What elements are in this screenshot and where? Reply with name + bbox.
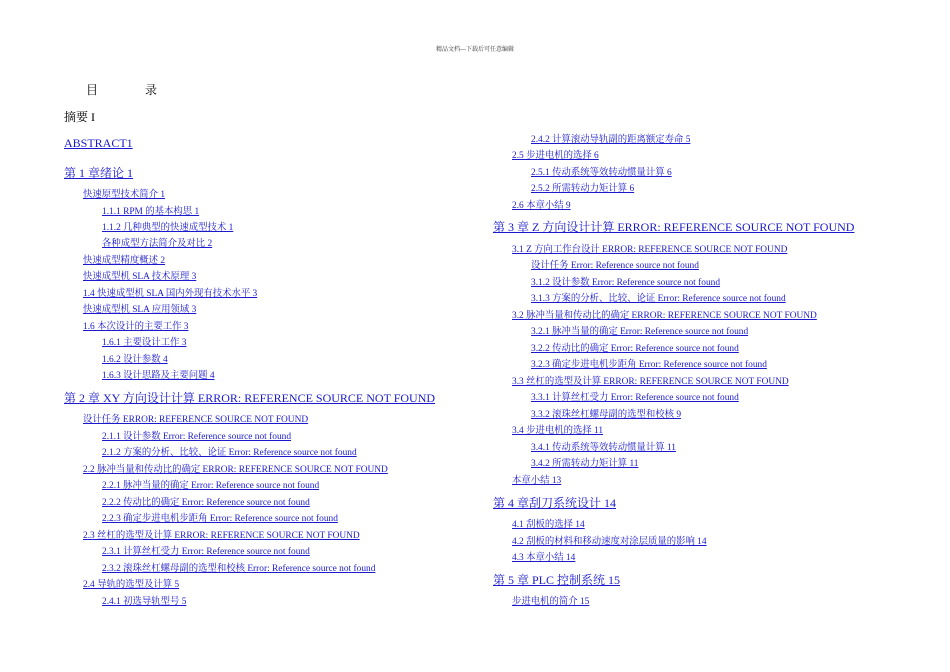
toc-link[interactable]: 2.2 脉冲当量和传动比的确定 ERROR: REFERENCE SOURCE NOT FOUND xyxy=(83,465,388,475)
toc-entry[interactable] xyxy=(531,131,690,145)
toc-link[interactable]: 3.1 Z 方向工作台设计 ERROR: REFERENCE SOURCE NOT FOUND xyxy=(512,245,788,255)
toc-link[interactable]: 2.1.2 方案的分析、比较、论证 Error: Reference source not found xyxy=(102,448,357,458)
toc-link[interactable]: 2.4 导轨的选型及计算 5 xyxy=(83,580,180,590)
toc-link[interactable]: 2.3.2 滚珠丝杠螺母副的选型和校核 Error: Reference source not found xyxy=(102,564,376,574)
toc-link[interactable]: 3.3.2 滚珠丝杠螺母副的选型和校核 9 xyxy=(531,410,682,420)
toc-entry[interactable] xyxy=(102,219,233,233)
toc-entry[interactable] xyxy=(102,477,319,491)
toc-entry[interactable] xyxy=(102,444,357,458)
toc-entry[interactable] xyxy=(102,593,186,607)
toc-entry[interactable] xyxy=(83,268,196,282)
toc-link[interactable]: 2.6 本章小结 9 xyxy=(512,201,571,211)
toc-link[interactable]: ABSTRACT1 xyxy=(64,136,133,150)
toc-link[interactable]: 第 4 章刮刀系统设计 14 xyxy=(493,496,617,510)
toc-entry[interactable] xyxy=(83,186,165,200)
toc-link[interactable]: 3.1.3 方案的分析、比较、论证 Error: Reference source not found xyxy=(531,294,786,304)
toc-entry[interactable] xyxy=(531,340,739,354)
toc-entry[interactable] xyxy=(531,257,699,271)
toc-entry[interactable] xyxy=(531,180,634,194)
toc-link[interactable]: 3.4 步进电机的选择 11 xyxy=(512,426,604,436)
toc-link[interactable]: 2.5 步进电机的选择 6 xyxy=(512,151,599,161)
toc-entry[interactable] xyxy=(531,439,676,453)
toc-link[interactable]: 快速成型精度概述 2 xyxy=(83,256,166,266)
toc-entry[interactable] xyxy=(83,301,196,315)
toc-entry[interactable] xyxy=(83,576,179,590)
page-header: 精品文档---下载后可任意编辑 xyxy=(436,47,514,53)
toc-entry[interactable] xyxy=(83,461,388,475)
toc-link[interactable]: 3.2 脉冲当量和传动比的确定 ERROR: REFERENCE SOURCE NOT FOUND xyxy=(512,311,817,321)
toc-entry[interactable] xyxy=(102,235,212,249)
toc-link[interactable]: 2.3 丝杠的选型及计算 ERROR: REFERENCE SOURCE NOT FOUND xyxy=(83,531,360,541)
toc-entry[interactable] xyxy=(531,274,720,288)
toc-link[interactable]: 3.4.1 传动系统等效转动惯量计算 11 xyxy=(531,443,676,453)
toc-entry[interactable] xyxy=(64,164,133,181)
toc-link[interactable]: 第 5 章 PLC 控制系统 15 xyxy=(493,573,621,587)
toc-entry[interactable] xyxy=(102,334,186,348)
toc-entry[interactable] xyxy=(512,472,561,486)
toc-link[interactable]: 4.1 刮板的选择 14 xyxy=(512,520,585,530)
toc-entry[interactable] xyxy=(83,411,308,425)
toc-entry[interactable] xyxy=(512,307,817,321)
toc-link[interactable]: 3.3.1 计算丝杠受力 Error: Reference source not found xyxy=(531,393,739,403)
toc-link[interactable]: 快速成型机 SLA 技术原理 3 xyxy=(83,272,197,282)
toc-link[interactable]: 3.3 丝杠的选型及计算 ERROR: REFERENCE SOURCE NOT FOUND xyxy=(512,377,789,387)
toc-link[interactable]: 1.1.1 RPM 的基本构思 1 xyxy=(102,207,200,217)
toc-link[interactable]: 步进电机的简介 15 xyxy=(512,597,590,607)
toc-title: 目 录 xyxy=(86,83,180,97)
toc-link[interactable]: 1.6.1 主要设计工作 3 xyxy=(102,338,187,348)
toc-entry[interactable] xyxy=(531,406,681,420)
toc-entry[interactable] xyxy=(64,136,133,151)
toc-link[interactable]: 3.2.3 确定步进电机步距角 Error: Reference source not found xyxy=(531,360,767,370)
toc-entry[interactable] xyxy=(102,494,310,508)
toc-entry[interactable] xyxy=(83,318,188,332)
toc-link[interactable]: 3.2.2 传动比的确定 Error: Reference source not found xyxy=(531,344,739,354)
toc-link[interactable]: 2.4.1 初选导轨型号 5 xyxy=(102,597,187,607)
toc-link[interactable]: 2.2.1 脉冲当量的确定 Error: Reference source not found xyxy=(102,481,320,491)
toc-entry[interactable] xyxy=(531,290,786,304)
toc-entry[interactable] xyxy=(512,241,787,255)
toc-link[interactable]: 2.4.2 计算滚动导轨副的距离额定寿命 5 xyxy=(531,135,691,145)
toc-entry[interactable] xyxy=(512,549,575,563)
toc-entry xyxy=(64,108,95,125)
toc-entry[interactable] xyxy=(531,164,672,178)
toc-link[interactable]: 4.3 本章小结 14 xyxy=(512,553,576,563)
toc-entry[interactable] xyxy=(64,389,435,406)
toc-entry[interactable] xyxy=(512,422,603,436)
toc-link[interactable]: 3.4.2 所需转动力矩计算 11 xyxy=(531,459,639,469)
toc-link[interactable]: 3.1.2 设计参数 Error: Reference source not found xyxy=(531,278,721,288)
toc-link[interactable]: 第 2 章 XY 方向设计计算 ERROR: REFERENCE SOURCE NOT FOUND xyxy=(64,391,436,405)
toc-entry[interactable] xyxy=(512,147,599,161)
toc-entry[interactable] xyxy=(512,593,589,607)
toc-link[interactable]: 4.2 刮板的材料和移动速度对涂层质量的影响 14 xyxy=(512,537,707,547)
toc-link[interactable]: 1.6.3 设计思路及主要问题 4 xyxy=(102,371,215,381)
toc-link[interactable]: 2.5.1 传动系统等效转动惯量计算 6 xyxy=(531,168,672,178)
toc-entry[interactable] xyxy=(102,351,168,365)
toc-link[interactable]: 设计任务 ERROR: REFERENCE SOURCE NOT FOUND xyxy=(83,415,309,425)
toc-link[interactable]: 1.4 快速成型机 SLA 国内外现有技术水平 3 xyxy=(83,289,258,299)
toc-link[interactable]: 快速原型技术简介 1 xyxy=(83,190,166,200)
toc-entry[interactable] xyxy=(531,356,767,370)
toc-link[interactable]: 2.3.1 计算丝杠受力 Error: Reference source not found xyxy=(102,547,310,557)
toc-link[interactable]: 2.1.1 设计参数 Error: Reference source not found xyxy=(102,432,292,442)
toc-entry[interactable] xyxy=(102,367,215,381)
toc-link[interactable]: 快速成型机 SLA 应用领域 3 xyxy=(83,305,197,315)
toc-entry[interactable] xyxy=(102,510,338,524)
toc-link[interactable]: 1.6 本次设计的主要工作 3 xyxy=(83,322,189,332)
toc-link[interactable]: 3.2.1 脉冲当量的确定 Error: Reference source not found xyxy=(531,327,749,337)
toc-entry[interactable] xyxy=(531,455,638,469)
toc-entry[interactable] xyxy=(493,571,620,588)
toc-link[interactable]: 2.2.3 确定步进电机步距角 Error: Reference source not found xyxy=(102,514,338,524)
toc-entry[interactable] xyxy=(102,428,291,442)
toc-entry[interactable] xyxy=(512,197,571,211)
toc-link[interactable]: 1.6.2 设计参数 4 xyxy=(102,355,168,365)
toc-link[interactable]: 第 1 章绪论 1 xyxy=(64,166,134,180)
toc-entry[interactable] xyxy=(531,323,748,337)
toc-entry[interactable] xyxy=(512,373,789,387)
toc-link[interactable]: 设计任务 Error: Reference source not found xyxy=(531,261,699,271)
toc-entry[interactable] xyxy=(83,285,257,299)
toc-link[interactable]: 1.1.2 几种典型的快速成型技术 1 xyxy=(102,223,234,233)
toc-entry[interactable] xyxy=(493,218,854,235)
toc-entry[interactable] xyxy=(102,543,310,557)
toc-link[interactable]: 第 3 章 Z 方向设计计算 ERROR: REFERENCE SOURCE NOT FOUND xyxy=(493,220,855,234)
toc-entry[interactable] xyxy=(102,560,375,574)
toc-link[interactable]: 2.2.2 传动比的确定 Error: Reference source not found xyxy=(102,498,310,508)
toc-entry[interactable] xyxy=(531,389,739,403)
toc-link[interactable]: 2.5.2 所需转动力矩计算 6 xyxy=(531,184,635,194)
toc-entry[interactable] xyxy=(102,203,199,217)
toc-entry[interactable] xyxy=(83,527,360,541)
toc-entry[interactable] xyxy=(512,516,585,530)
toc-link[interactable]: 各种成型方法简介及对比 2 xyxy=(102,239,213,249)
toc-entry[interactable] xyxy=(512,533,707,547)
toc-entry[interactable] xyxy=(493,494,616,511)
toc-entry[interactable] xyxy=(83,252,165,266)
toc-entry-label: 摘要 I xyxy=(64,110,95,124)
toc-link[interactable]: 本章小结 13 xyxy=(512,476,562,486)
